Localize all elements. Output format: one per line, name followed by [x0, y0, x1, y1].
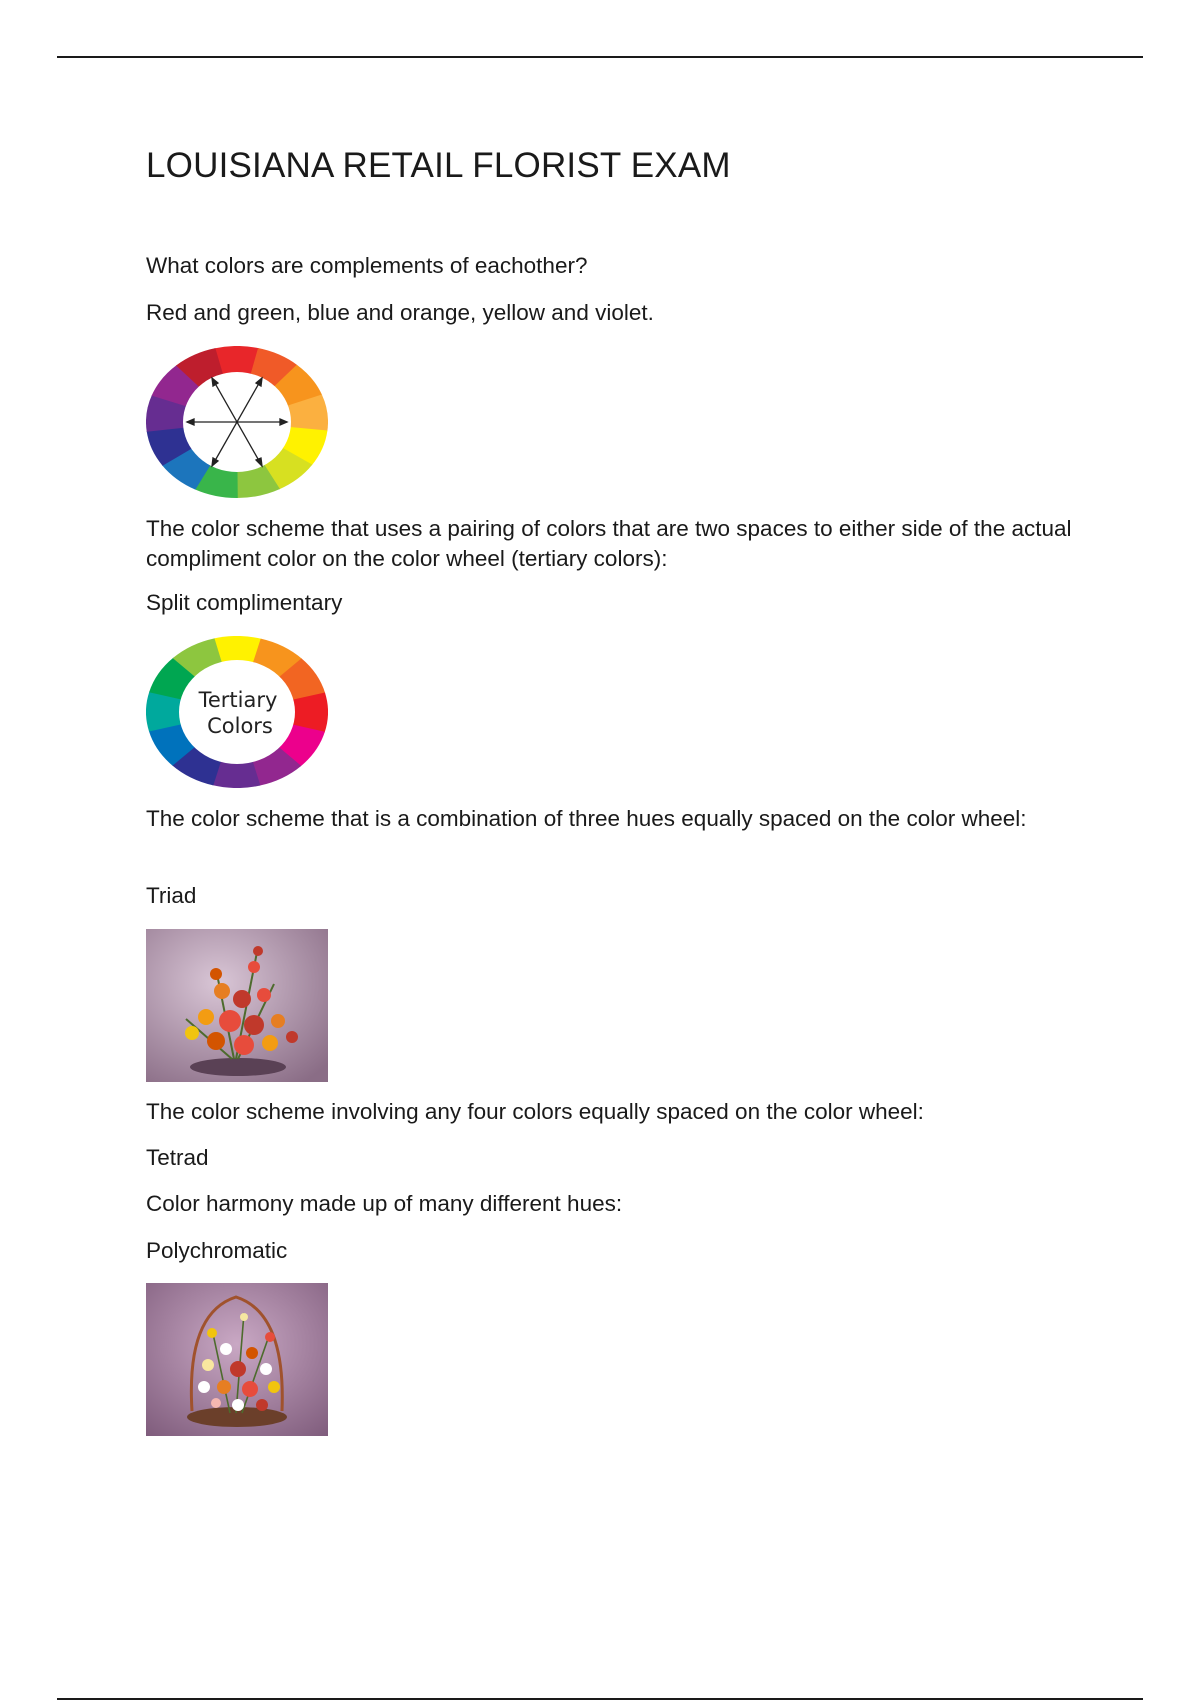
question-3: The color scheme that is a combination of three hues equally spaced on the color wheel:: [146, 806, 1027, 831]
triad-flower-arrangement-photo-icon: [146, 929, 328, 1082]
tertiary-color-wheel-icon: [146, 636, 328, 788]
complementary-color-wheel-icon: [146, 346, 328, 498]
polychromatic-flower-arrangement-photo-icon: [146, 1283, 328, 1436]
page-title: LOUISIANA RETAIL FLORIST EXAM: [146, 146, 731, 185]
top-rule: [57, 56, 1143, 58]
answer-3: Triad: [146, 883, 197, 908]
answer-4: Tetrad: [146, 1145, 209, 1170]
answer-5: Polychromatic: [146, 1238, 288, 1263]
question-2: The color scheme that uses a pairing of colors that are two spaces to either side of the actual compliment color on the color wheel (tertiary colors):: [146, 516, 1072, 571]
tertiary-wheel-label-line2: Colors: [207, 714, 273, 738]
answer-2: Split complimentary: [146, 590, 343, 615]
question-4: The color scheme involving any four colors equally spaced on the color wheel:: [146, 1099, 924, 1124]
answer-1: Red and green, blue and orange, yellow and violet.: [146, 300, 654, 325]
tertiary-wheel-label-line1: Tertiary: [198, 688, 278, 712]
question-5: Color harmony made up of many different hues:: [146, 1191, 623, 1216]
question-1: What colors are complements of eachother?: [146, 253, 588, 278]
